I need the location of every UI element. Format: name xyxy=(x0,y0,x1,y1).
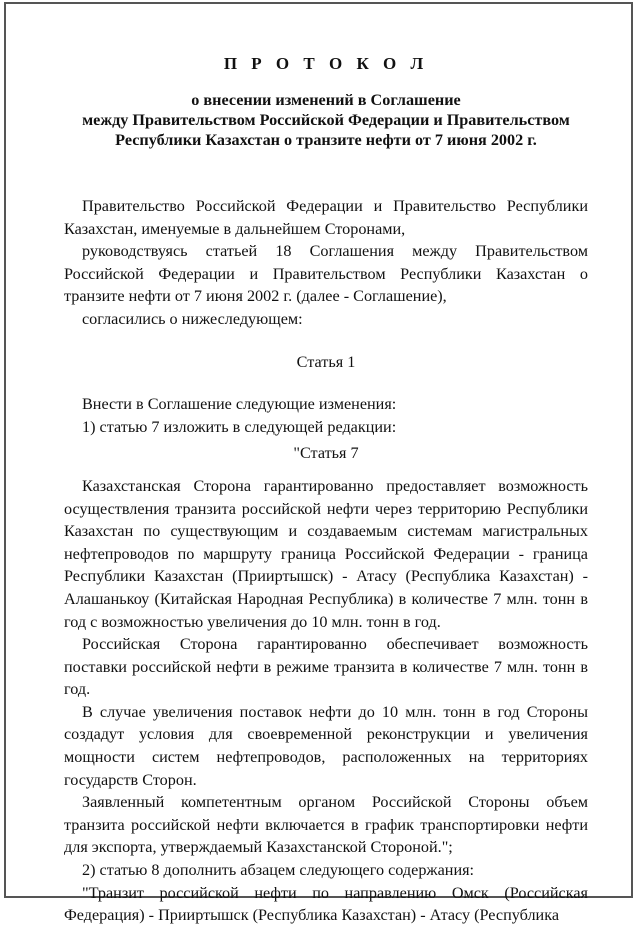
document-title: П Р О Т О К О Л xyxy=(223,54,429,73)
article-1-heading: Статья 1 xyxy=(296,352,356,371)
paragraph-russian-supply: Российская Сторона гарантированно обеспечивает возможность поставки российской нефти в режиме транзита в количестве 7 млн. тонн в год. xyxy=(64,635,588,699)
paragraph-omsk-transit: "Транзит российской нефти по направлению Омск (Российская Федерация) - Прииртышск (Республика Казахстан) - Атасу (Республика xyxy=(64,883,588,925)
document-subtitle-line-1: о внесении изменений в Соглашение xyxy=(191,91,461,109)
paragraph-transport-schedule: Заявленный компетентным органом Российской Стороны объем транзита российской нефти включается в график транспортировки нефти для экспорта, утверждаемый Казахстанской Стороной."; xyxy=(64,793,588,857)
amendment-item-1: 1) статью 7 изложить в следующей редакции: xyxy=(82,417,397,436)
quoted-article-7-heading: "Статья 7 xyxy=(293,444,359,463)
document-subtitle-line-3: Республики Казахстан о транзите нефти от 7 июня 2002 г. xyxy=(115,131,537,149)
document-subtitle-line-2: между Правительством Российской Федерации и Правительством xyxy=(82,111,570,129)
document-body xyxy=(64,50,588,927)
amendment-item-2: 2) статью 8 дополнить абзацем следующего содержания: xyxy=(82,861,475,880)
paragraph-transit-guarantee: Казахстанская Сторона гарантированно предоставляет возможность осуществления транзита российской нефти через территорию Республики Казахстан по существующим и создаваемым системам магистральных нефтепроводов по маршруту граница Российской Федерации - граница Республики Казахстан (Прииртышск) - Атасу (Республика Казахстан) - Алашанькоу (Китайская Народная Республика) в количестве 7 млн. тонн в год с возможностью увеличения до 10 млн. тонн в год. xyxy=(64,476,588,631)
preamble-agreed: согласились о нижеследующем: xyxy=(82,309,303,328)
preamble-basis: руководствуясь статьей 18 Соглашения между Правительством Российской Федерации и Правительством Республики Казахстан о транзите нефти от 7 июня 2002 г. (далее - Соглашение), xyxy=(64,242,588,306)
preamble-parties: Правительство Российской Федерации и Правительство Республики Казахстан, именуемые в дальнейшем Сторонами, xyxy=(64,197,588,238)
paragraph-capacity-increase: В случае увеличения поставок нефти до 10 млн. тонн в год Стороны создадут условия для своевременной реконструкции и увеличения мощности систем нефтепроводов, расположенных на территориях государств Сторон. xyxy=(64,702,588,789)
article-1-intro: Внести в Соглашение следующие изменения: xyxy=(82,395,397,414)
